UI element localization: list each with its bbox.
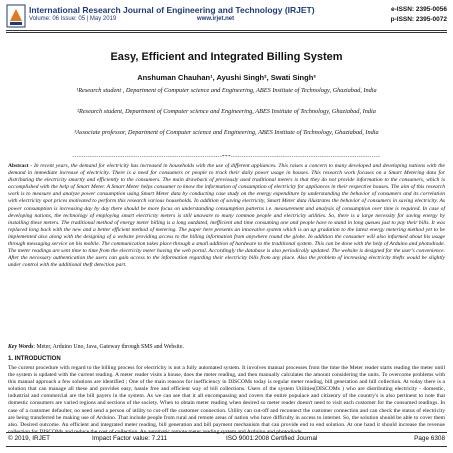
- keywords-label: Key Words: [8, 344, 34, 350]
- irjet-logo-icon: [6, 4, 26, 28]
- p-issn: p-ISSN: 2395-0072: [390, 16, 447, 23]
- footer-divider: [6, 432, 447, 433]
- journal-website[interactable]: www.irjet.net: [197, 16, 235, 22]
- affiliation-3: ³Associate professor, Department of Computer science and Engineering, ABES Institute of Technology, Ghaziabad, India: [74, 129, 379, 136]
- keywords: [8, 344, 445, 350]
- e-issn: e-ISSN: 2395-0056: [390, 6, 447, 13]
- abstract: [8, 163, 445, 269]
- abstract-separator: ---------------------------------------------------------------------***---------------------------------------------------------------------: [72, 155, 381, 160]
- footer-copyright: © 2019, IRJET: [8, 435, 51, 442]
- footer-divider-bottom: [6, 446, 447, 447]
- journal-volume: Volume: 06 Issue: 05 | May 2019: [29, 16, 117, 22]
- paper-authors: Anshuman Chauhan¹, Ayushi Singh², Swati Singh³: [137, 73, 316, 82]
- section-heading-introduction: 1. INTRODUCTION: [8, 356, 61, 362]
- footer-impact-factor: Impact Factor value: 7.211: [92, 435, 168, 442]
- affiliation-2: ²Research student, Department of Computer science and Engineering, ABES Institute of Technology, Ghaziabad, India: [77, 108, 376, 115]
- affiliation-1: ¹Research student , Department of Computer science and Engineering, ABES Institute of Technology, Ghaziabad, India: [76, 87, 377, 94]
- abstract-label: Abstract: [8, 163, 29, 169]
- header-divider: [6, 30, 447, 31]
- footer-iso: ISO 9001:2008 Certified Journal: [226, 435, 318, 442]
- page-footer: [6, 434, 447, 446]
- footer-page-number: Page 6308: [414, 435, 445, 442]
- journal-name: International Research Journal of Engineering and Technology (IRJET): [29, 5, 315, 15]
- keywords-text: : Meter, Arduino Uno, Java, Gateway through SMS and Website.: [33, 344, 184, 350]
- header-divider-secondary: [6, 32, 447, 33]
- journal-header: [6, 3, 447, 33]
- introduction-text: The current procedure with regard to the billing process for electricity is not a fully automated system. It involves manual processes from the time the Meter reader starts reading the meter until the system is updated with the current reading. A meter reader visits a house, does the meter reading, and then manually calculates the amount considering the units. To overcome problems with this manual approach a few solutions are identified ; One of the main reasons for inefficiency in DISCOMs today is regular meter reading, bill generation and bill collection. At today there is a solution that can manage all these and provides easy, hassle free and efficient way of bill collections. Users of the system Utilities(DISCOMs ) who are distributing electricity - domestic, industrial and commercial are the bill payers in the system. As we can see that it all encompassing and covers the entire populace and citizenry of the country's is also pertinent to note that domestic consumers are varied regions and sections of the society. When to obtain meter reading when desired so meter reader doesn't need to visit each customer for the consumed readings. In case of a customer defaulter, no need send a person of utility to cut-off the customer connection. Utility can cut-off and reconnect the customer connection and can check the status of electricity are being transferred be making use of Arduino. That include people from rural and remote areas of nation who have difficulty in access to internet. So, the solution should be able to cover them also. Desired outcome. An efficient and integrated meter reading, bill generation and bill payment mechanism that can provide end to end solution. At one hand it should increase the revenue collection for DISCOMs and reduce the cost of collection. An automatic remote meter reading system and Arduino and photodiode.: [8, 365, 445, 435]
- abstract-text: - In recent years, the demand for electricity has increased in households with the use of different appliances. This raises a concern to many developed and developing nations with the demand in immediate increase of electricity. There is a need for consumers or people to track their daily power usage in houses. This research work focuses on a Smart Metering data for distributing the electricity smartly and efficiently to the consumers. The main drawback of previously used traditional meters is that they do not provide information to the consumers, which is accomplished with the help of Smart Meter. A Smart Meter helps consumer to know the information of consumption of electricity for appliances in their respective houses. The aim of this research work is to measure and analyze power consumption using Smart Meter data by conducting case study on the energy expenditure by understanding the behavior of consumers and its correlation with electricity spot prices motivated to perform this research various households. In addition of saving electricity, Smart Meter data illustrates the behavior of consumers in saving electricity. As power consumption is increasing day by day there should be more focus on understanding consumption patterns i.e. measurement and analysis of consumption over time is required. In case of developing nations, the technology of employing smart electricity meters is still unaware to many common people and electricity utilities. So, there is a large necessity for saving energy by installing these meters. The traditional method of energy meter billing is a long outdated, inefficient and time consuming one and people have to stand in long queues just to pay their bills. It was replaced long back with the new and a better efficient method of metering. The paper here presents an innovative system which is an up gradation to the latest energy metering method yet to be implemented also along with the designing of a website providing access to the billing information from anywhere round the globe. In addition the consumer will also informed about his usage through messaging service on his mobile. The communication takes place through a small addition of hardware to the traditional system. This can be done with the help of Arduino and photodiode. The meter readings are sent time to time from the electricity meter having the web portal. Accordingly the database is also periodically updated. The website is designed for the user's convenience. After the necessary authentication the users can gain access to the information regarding their electricity bills from any place. Also the problem of increasing electricity thefts would be slightly under control with the additional theft detection part.: [8, 163, 445, 269]
- paper-title: Easy, Efficient and Integrated Billing System: [110, 51, 343, 63]
